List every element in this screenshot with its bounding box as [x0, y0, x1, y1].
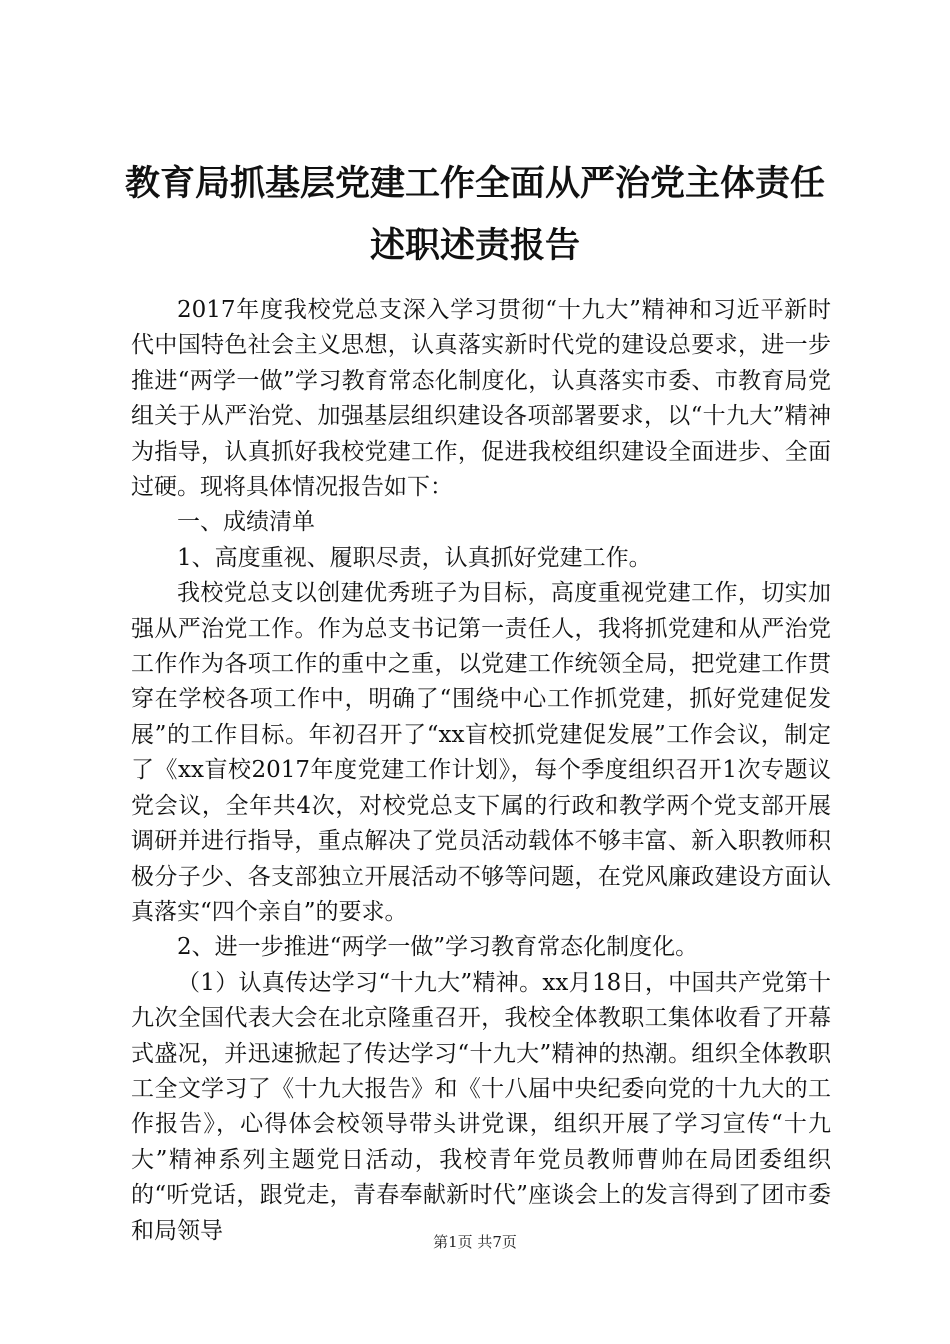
document-title-line-1: 教育局抓基层党建工作全面从严治党主体责任 [124, 164, 825, 204]
paragraph-intro: 2017年度我校党总支深入学习贯彻“十九大”精神和习近平新时代中国特色社会主义思想，认真落实新时代党的建设总要求，进一步推进“两学一做”学习教育常态化制度化，认真落实市委、市教育局党组关于从严治党、加强基层组织建设各项部署要求，以“十九大”精神为指导，认真抓好我校党建工作，促进我校组织建设全面进步、全面过硬。现将具体情况报告如下： [131, 297, 831, 501]
subsection-heading-2: 2、进一步推进“两学一做”学习教育常态化制度化。 [177, 934, 699, 961]
subsection-heading-1: 1、高度重视、履职尽责，认真抓好党建工作。 [177, 544, 652, 571]
section-heading-achievements: 一、成绩清单 [177, 509, 315, 536]
page-number-footer: 第1页 共7页 [433, 1233, 517, 1251]
paragraph-study-19th-congress: （1）认真传达学习“十九大”精神。xx月18日，中国共产党第十九次全国代表大会在北京隆重召开，我校全体教职工集体收看了开幕式盛况，并迅速掀起了传达学习“十九大”精神的热潮。组织全体教职工全文学习了《十九大报告》和《十八届中央纪委向党的十九大的工作报告》，心得体会校领导带头讲党课，组织开展了学习宣传“十九大”精神系列主题党日活动，我校青年党员教师曹帅在局团委组织的“听党话，跟党走，青春奉献新时代”座谈会上的发言得到了团市委和局领导 [131, 969, 831, 1244]
document-body [131, 293, 831, 1249]
document-title-line-2: 述职述责报告 [369, 226, 580, 266]
paragraph-party-building: 我校党总支以创建优秀班子为目标，高度重视党建工作，切实加强从严治党工作。作为总支书记第一责任人，我将抓党建和从严治党工作作为各项工作的重中之重，以党建工作统领全局，把党建工作贯穿在学校各项工作中，明确了“围绕中心工作抓党建，抓好党建促发展”的工作目标。年初召开了“xx盲校抓党建促发展”工作会议，制定了《xx盲校2017年度党建工作计划》，每个季度组织召开1次专题议党会议，全年共4次，对校党总支下属的行政和教学两个党支部开展调研并进行指导，重点解决了党员活动载体不够丰富、新入职教师积极分子少、各支部独立开展活动不够等问题，在党风廉政建设方面认真落实“四个亲自”的要求。 [131, 580, 831, 925]
